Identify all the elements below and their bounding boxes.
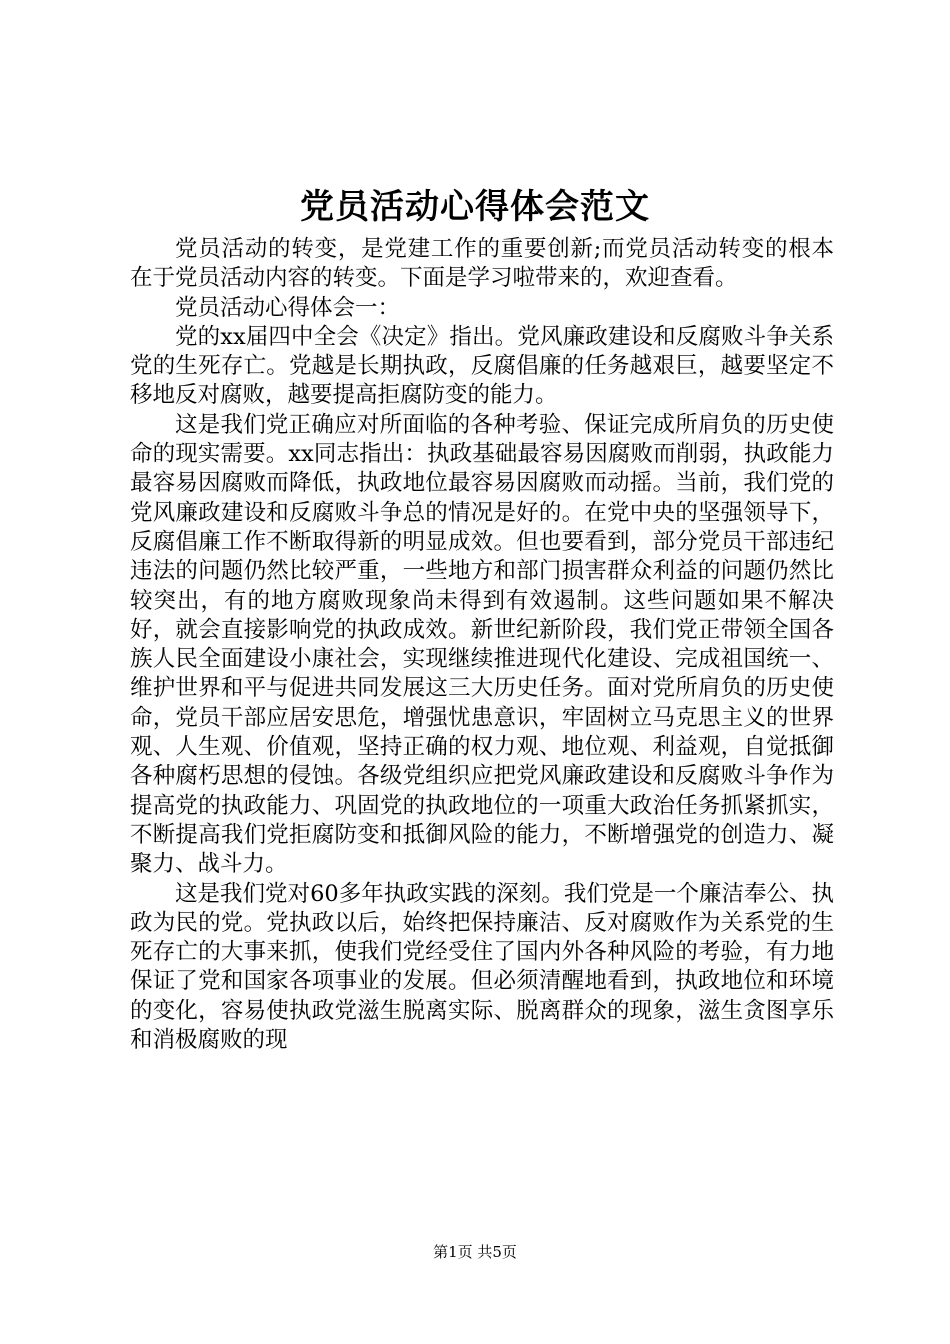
paragraph-2: 这是我们党正确应对所面临的各种考验、保证完成所肩负的历史使命的现实需要。xx同志指出：执政基础最容易因腐败而削弱，执政能力最容易因腐败而降低，执政地位最容易因腐败而动摇。当前，我们党的党风廉政建设和反腐败斗争总的情况是好的。在党中央的坚强领导下，反腐倡廉工作不断取得新的明显成效。但也要看到，部分党员干部违纪违法的问题仍然比较严重，一些地方和部门损害群众利益的问题仍然比较突出，有的地方腐败现象尚未得到有效遏制。这些问题如果不解决好，就会直接影响党的执政成效。新世纪新阶段，我们党正带领全国各族人民全面建设小康社会，实现继续推进现代化建设、完成祖国统一、维护世界和平与促进共同发展这三大历史任务。面对党所肩负的历史使命，党员干部应居安思危，增强忧患意识，牢固树立马克思主义的世界观、人生观、价值观，坚持正确的权力观、地位观、利益观，自觉抵御各种腐朽思想的侵蚀。各级党组织应把党风廉政建设和反腐败斗争作为提高党的执政能力、巩固党的执政地位的一项重大政治任务抓紧抓实，不断提高我们党拒腐防变和抵御风险的能力，不断增强党的创造力、凝聚力、战斗力。	[130, 411, 834, 878]
paragraph-intro: 党员活动的转变，是党建工作的重要创新;而党员活动转变的根本在于党员活动内容的转变。下面是学习啦带来的，欢迎查看。	[130, 236, 834, 292]
paragraph-3: 这是我们党对60多年执政实践的深刻。我们党是一个廉洁奉公、执政为民的党。党执政以后，始终把保持廉洁、反对腐败作为关系党的生死存亡的大事来抓，使我们党经受住了国内外各种风险的考验，有力地保证了党和国家各项事业的发展。但必须清醒地看到，执政地位和环境的变化，容易使执政党滋生脱离实际、脱离群众的现象，滋生贪图享乐和消极腐败的现	[130, 880, 834, 1054]
paragraph-1: 党的xx届四中全会《决定》指出。党风廉政建设和反腐败斗争关系党的生死存亡。党越是长期执政，反腐倡廉的任务越艰巨，越要坚定不移地反对腐败，越要提高拒腐防变的能力。	[130, 323, 834, 409]
document-body	[130, 235, 834, 1055]
page-footer: 第1页 共5页	[433, 1243, 517, 1261]
document-title: 党员活动心得体会范文	[300, 187, 650, 227]
paragraph-section-heading: 党员活动心得体会一：	[175, 294, 401, 321]
